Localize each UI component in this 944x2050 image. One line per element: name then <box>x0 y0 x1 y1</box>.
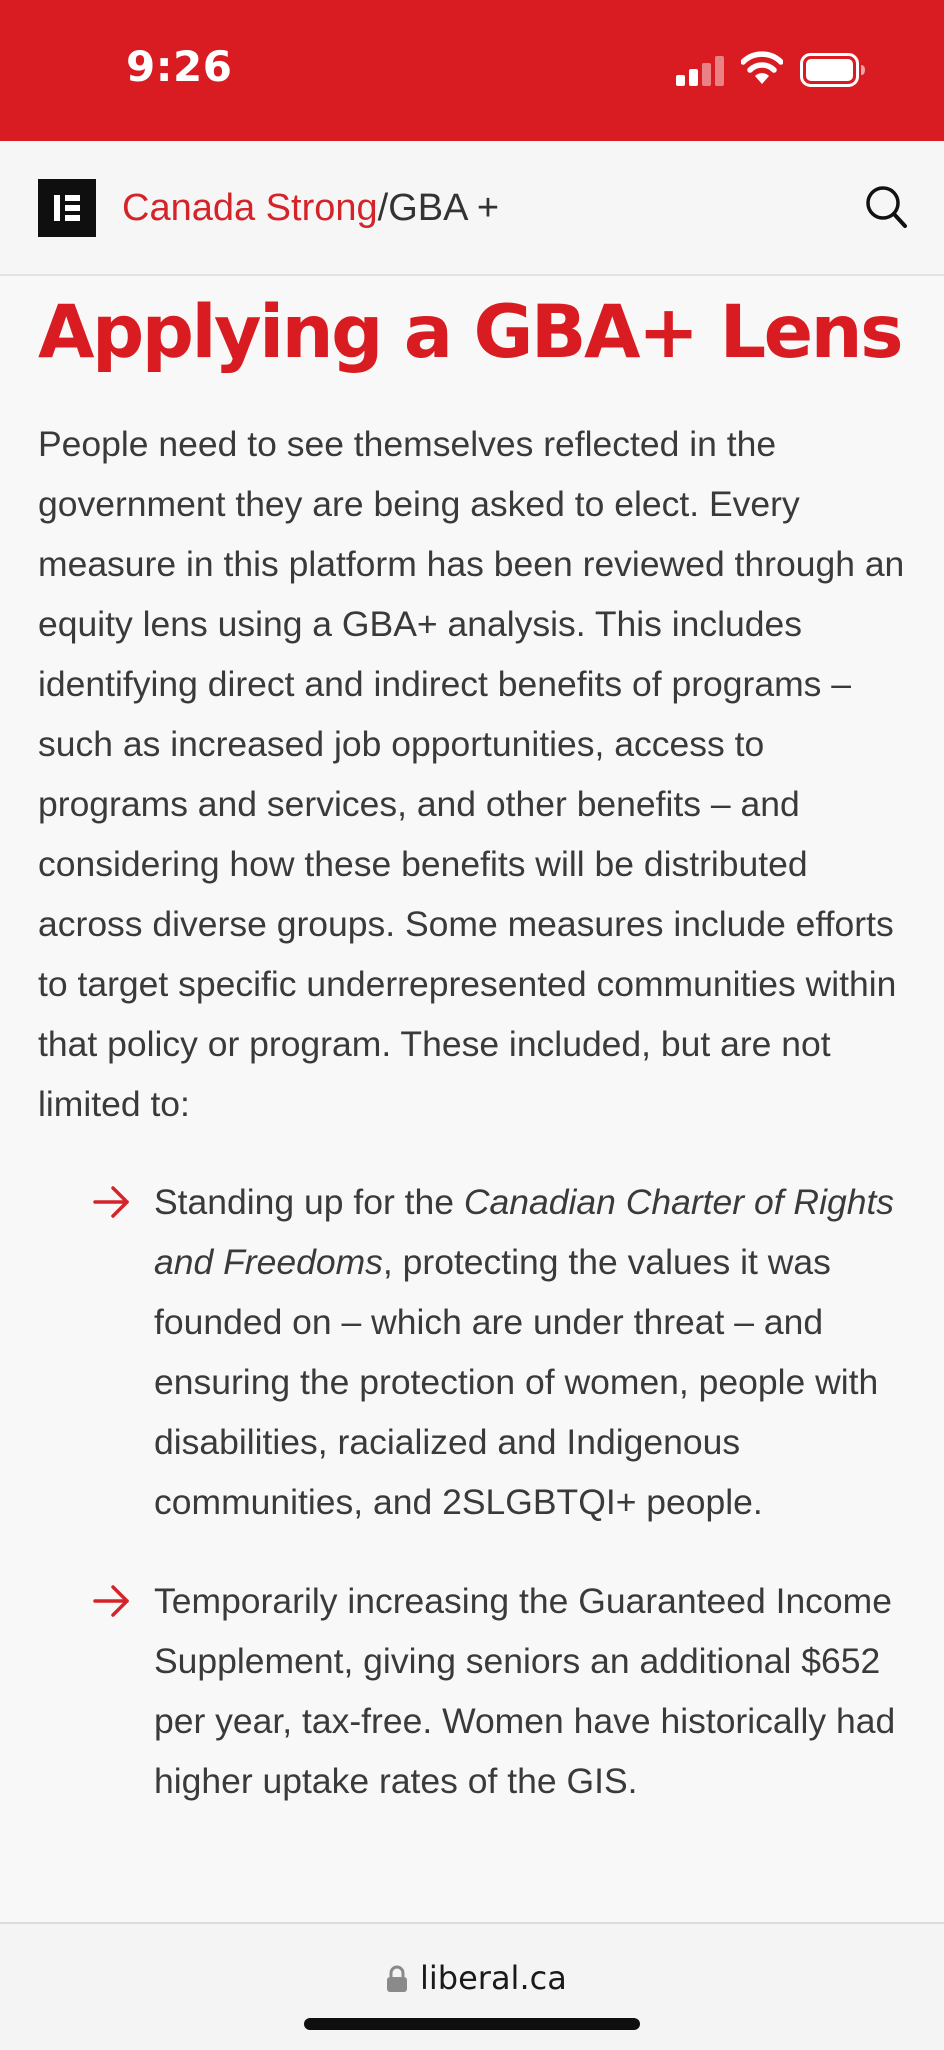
intro-paragraph: People need to see themselves reflected in the government they are being asked to elect. Every measure in this platform has been reviewed through an equity lens using a GBA+ analysis. This includes identifying direct and indirect benefits of programs – such as increased job opportunities, access to programs and services, and other benefits – and considering how these benefits will be distributed across diverse groups. Some measures include efforts to target specific underrepresented communities within that policy or program. These included, but are not limited to: <box>38 424 905 1124</box>
status-time: 9:26 <box>126 42 233 91</box>
wifi-icon <box>741 50 783 86</box>
list-item <box>0 1172 916 1532</box>
url-text[interactable]: liberal.ca <box>420 1959 567 1997</box>
breadcrumb-link-canada-strong[interactable]: Canada Strong <box>122 187 378 229</box>
search-icon[interactable] <box>864 183 908 231</box>
breadcrumb-current: GBA + <box>388 187 500 229</box>
battery-icon <box>800 53 866 87</box>
charter-title: Canadian Charter of Rights and Freedoms <box>154 1182 895 1282</box>
browser-address-bar[interactable] <box>0 1922 944 2050</box>
elementor-logo-icon[interactable] <box>38 179 96 237</box>
breadcrumb <box>122 179 499 237</box>
arrow-right-icon <box>92 1184 132 1220</box>
lock-icon <box>386 1965 408 1993</box>
cellular-signal-icon <box>676 56 726 86</box>
arrow-right-icon <box>92 1583 132 1619</box>
breadcrumb-separator: / <box>377 187 389 229</box>
page-title: Applying a GBA+ Lens <box>38 290 902 375</box>
measures-list <box>0 1172 944 1811</box>
list-item-text: Temporarily increasing the Guaranteed Income Supplement, giving seniors an additional $652 per year, tax-free. Women have historically had higher uptake rates of the GIS. <box>154 1581 896 1801</box>
site-header <box>0 141 944 276</box>
home-indicator[interactable] <box>304 2018 640 2030</box>
list-item-text-suffix: , protecting the values it was founded on – which are under threat – and ensuring the protection of women, people with disabilities, racialized and Indigenous communities, and 2SLGBTQI+ people. <box>154 1242 879 1522</box>
list-item <box>0 1571 916 1811</box>
status-bar <box>0 0 944 141</box>
list-item-text-prefix: Standing up for the <box>154 1182 464 1222</box>
